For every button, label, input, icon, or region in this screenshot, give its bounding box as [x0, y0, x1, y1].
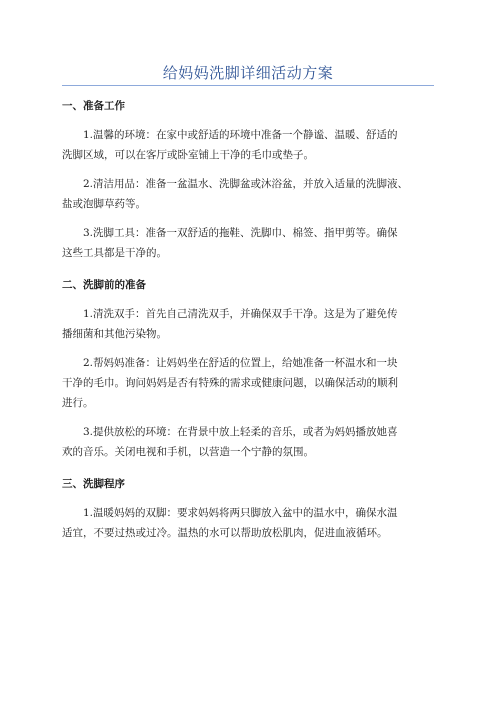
paragraph-line: 2.帮妈妈准备：让妈妈坐在舒适的位置上，给她准备一杯温水和一块: [83, 357, 398, 369]
paragraph-line: 这些工具都是干净的。: [62, 247, 167, 259]
section-heading: 一、准备工作: [62, 100, 125, 112]
paragraph-line: 适宜，不要过热或过冷。温热的水可以帮助放松肌肉，促进血液循环。: [62, 527, 388, 539]
paragraph-line: 盐或泡脚草药等。: [62, 198, 146, 210]
paragraph-line: 进行。: [62, 397, 94, 409]
paragraph: [62, 503, 438, 543]
paragraph-line: 洗脚区域，可以在客厅或卧室铺上干净的毛巾或垫子。: [62, 149, 314, 161]
paragraph-line: 播细菌和其他污染物。: [62, 328, 167, 340]
paragraph-line: 欢的音乐。关闭电视和手机，以营造一个宁静的氛围。: [62, 446, 314, 458]
title-underline: [62, 85, 434, 86]
section-heading: 二、洗脚前的准备: [62, 279, 146, 291]
document-body: [62, 96, 438, 543]
paragraph: [62, 422, 438, 462]
document-title: 给妈妈洗脚详细活动方案: [162, 64, 334, 82]
section-heading: 三、洗脚程序: [62, 478, 125, 490]
paragraph-line: 1.温馨的环境：在家中或舒适的环境中准备一个静谧、温暖、舒适的: [83, 129, 398, 141]
paragraph-line: 1.清洗双手：首先自己清洗双手，并确保双手干净。这是为了避免传: [83, 308, 398, 320]
paragraph-line: 干净的毛巾。询问妈妈是否有特殊的需求或健康问题，以确保活动的顺利: [62, 377, 398, 389]
paragraph-line: 3.提供放松的环境：在背景中放上轻柔的音乐，或者为妈妈播放她喜: [83, 426, 398, 438]
paragraph-line: 1.温暖妈妈的双脚：要求妈妈将两只脚放入盆中的温水中，确保水温: [83, 507, 398, 519]
paragraph: [62, 353, 438, 413]
paragraph-line: 2.清洁用品：准备一盆温水、洗脚盆或沐浴盆，并放入适量的洗脚液、: [83, 178, 409, 190]
paragraph: [62, 174, 438, 214]
paragraph: [62, 125, 438, 165]
paragraph-line: 3.洗脚工具：准备一双舒适的拖鞋、洗脚巾、棉签、指甲剪等。确保: [83, 227, 398, 239]
paragraph: [62, 223, 438, 263]
paragraph: [62, 304, 438, 344]
